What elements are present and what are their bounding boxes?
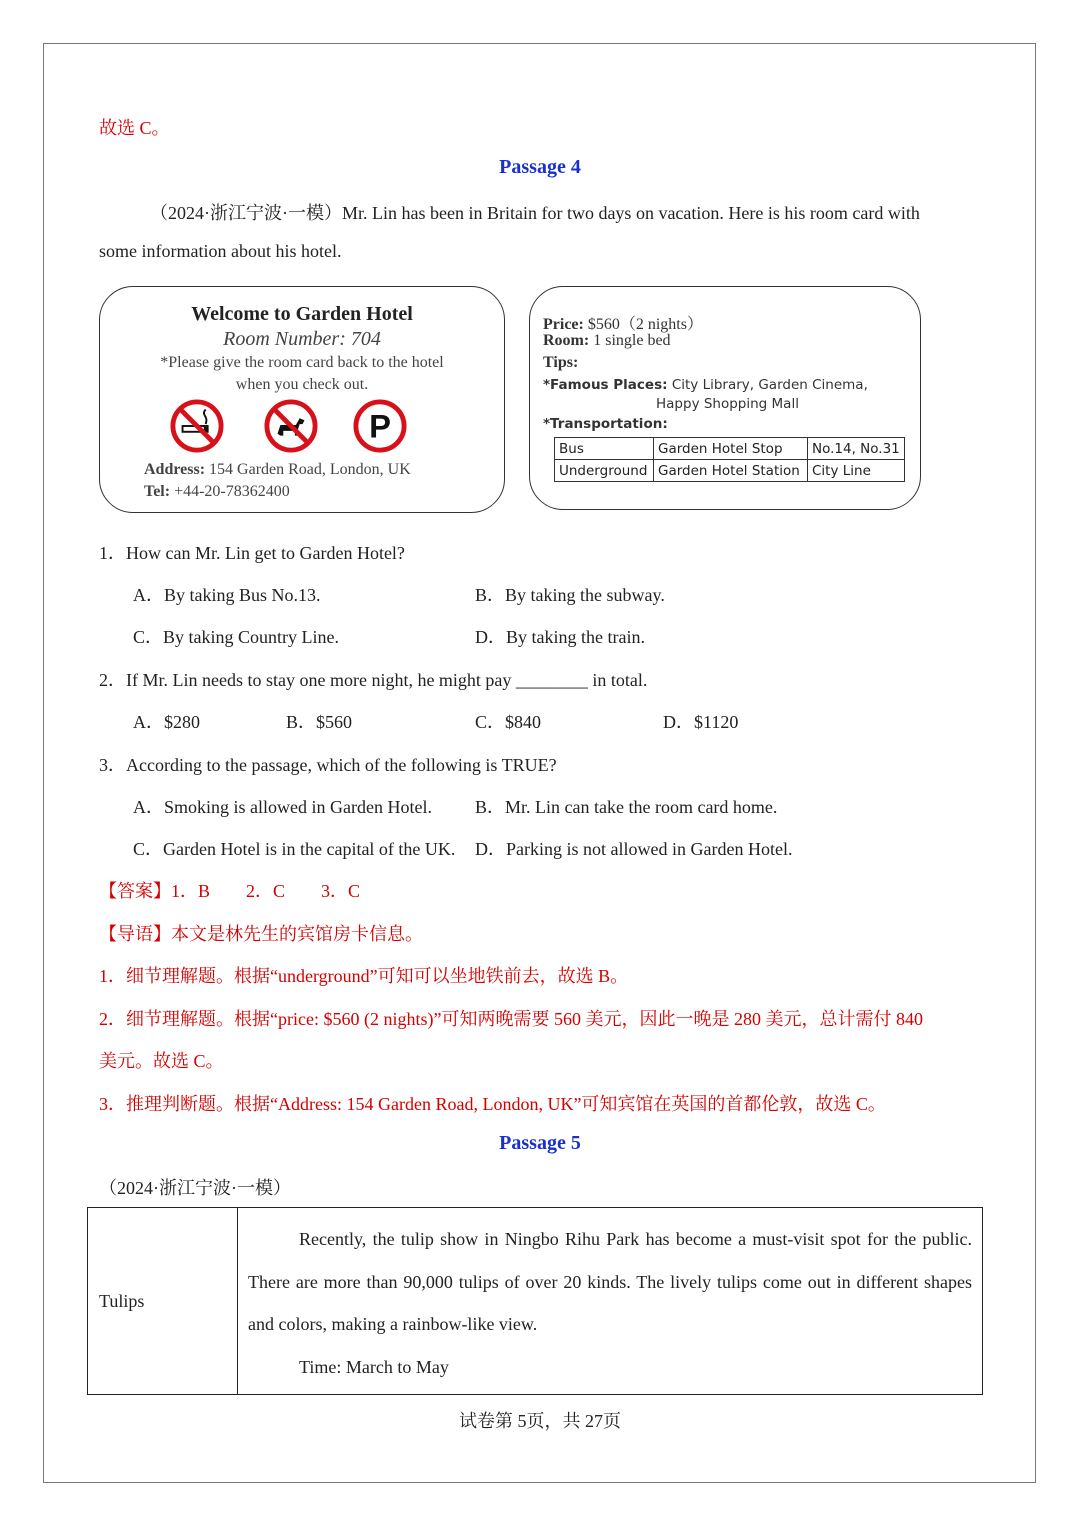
table-row [555, 438, 905, 460]
room-value: 1 single bed [593, 332, 671, 349]
tulips-description: Recently, the tulip show in Ningbo Rihu Park has become a must-visit spot for the public. There are more than 90,000 tulips of over 20 kinds. The lively tulips come out in different shapes and colors, making a rainbow-like view. [248, 1229, 972, 1334]
hotel-tel [144, 483, 290, 501]
explanation-1: 1．细节理解题。根据“underground”可知可以坐地铁前去，故选 B。 [99, 966, 629, 986]
page-footer: 试卷第 5页，共 27页 [459, 1411, 621, 1431]
tulips-table [87, 1207, 983, 1395]
famous-places-line-1 [543, 377, 868, 393]
previous-answer: 故选 C。 [99, 118, 170, 138]
card-note-line-1: *Please give the room card back to the hotel [160, 354, 444, 371]
table-cell: Garden Hotel Station [654, 460, 808, 482]
price-value: $560（2 nights） [587, 316, 703, 333]
card-title: Welcome to Garden Hotel [191, 303, 413, 325]
answer-key: 【答案】1．B 2．C 3．C [99, 881, 361, 901]
famous-places-line-2: Happy Shopping Mall [656, 396, 799, 412]
parking-icon [353, 399, 407, 453]
hotel-info-card [529, 286, 921, 510]
table-cell: Underground [555, 460, 654, 482]
tel-value: +44-20-78362400 [174, 483, 290, 500]
table-row [555, 460, 905, 482]
tel-label: Tel: [144, 483, 171, 500]
question-3-stem: 3．According to the passage, which of the following is TRUE? [99, 755, 557, 775]
transportation-label: *Transportation: [543, 416, 668, 432]
table-cell: City Line [808, 460, 905, 482]
question-3-option-c: C．Garden Hotel is in the capital of the UK. [133, 839, 456, 859]
explanation-2-continued: 美元。故选 C。 [99, 1051, 224, 1071]
question-1-stem: 1．How can Mr. Lin get to Garden Hotel? [99, 543, 405, 563]
table-cell: No.14, No.31 [808, 438, 905, 460]
no-smoking-icon [170, 399, 224, 453]
question-1-option-c: C．By taking Country Line. [133, 627, 339, 647]
question-2-option-a: A．$280 [133, 712, 200, 732]
room-line [543, 332, 671, 350]
transportation-table [554, 437, 905, 482]
room-label: Room: [543, 332, 590, 349]
passage-4-intro-line-2: some information about his hotel. [99, 241, 342, 261]
table-cell: Garden Hotel Stop [654, 438, 808, 460]
tulips-label: Tulips [88, 1208, 238, 1395]
famous-places-value: City Library, Garden Cinema, [671, 377, 868, 393]
passage-4-title: Passage 4 [499, 156, 581, 178]
no-dogs-icon [264, 399, 318, 453]
room-number: Room Number: 704 [223, 328, 381, 350]
guide-text: 【导语】本文是林先生的宾馆房卡信息。 [99, 924, 423, 944]
passage-5-title: Passage 5 [499, 1132, 581, 1154]
question-2-option-b: B．$560 [286, 712, 353, 732]
passage-5-source: （2024·浙江宁波·一模） [99, 1178, 291, 1198]
explanation-2: 2．细节理解题。根据“price: $560 (2 nights)”可知两晚需要 560 美元，因此一晚是 280 美元，总计需付 840 [99, 1009, 923, 1029]
question-3-option-d: D．Parking is not allowed in Garden Hotel. [475, 839, 793, 859]
question-1-option-d: D．By taking the train. [475, 627, 645, 647]
svg-text:P: P [369, 407, 391, 445]
card-note-line-2: when you check out. [235, 376, 369, 393]
price-label: Price: [543, 316, 584, 333]
room-card [99, 286, 505, 513]
price-line [543, 311, 703, 334]
tips-label: Tips: [543, 354, 579, 371]
table-cell: Bus [555, 438, 654, 460]
table-row [88, 1208, 983, 1395]
question-1-option-b: B．By taking the subway. [475, 585, 665, 605]
question-1-option-a: A．By taking Bus No.13. [133, 585, 321, 605]
question-2-stem: 2．If Mr. Lin needs to stay one more night, he might pay ________ in total. [99, 670, 648, 690]
hotel-address [144, 461, 411, 479]
address-label: Address: [144, 461, 206, 478]
question-2-option-d: D．$1120 [663, 712, 739, 732]
tulips-content [238, 1208, 983, 1395]
explanation-3: 3．推理判断题。根据“Address: 154 Garden Road, London, UK”可知宾馆在英国的首都伦敦，故选 C。 [99, 1094, 886, 1114]
famous-places-label: *Famous Places: [543, 377, 668, 393]
address-value: 154 Garden Road, London, UK [209, 461, 411, 478]
card-note [100, 352, 504, 396]
question-3-option-a: A．Smoking is allowed in Garden Hotel. [133, 797, 432, 817]
question-3-option-b: B．Mr. Lin can take the room card home. [475, 797, 778, 817]
passage-4-intro-line-1: （2024·浙江宁波·一模）Mr. Lin has been in Britain for two days on vacation. Here is his room card with [150, 203, 920, 223]
tulips-time: Time: March to May [299, 1356, 449, 1377]
question-2-option-c: C．$840 [475, 712, 542, 732]
